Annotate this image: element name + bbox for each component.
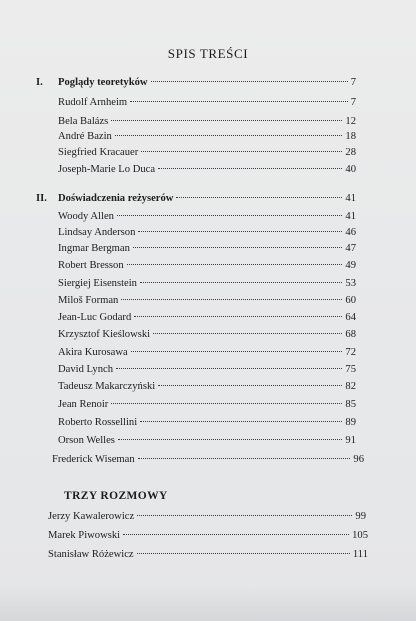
- toc-entry: [58, 328, 356, 342]
- dot-leader: [134, 316, 342, 317]
- dot-leader: [111, 120, 342, 121]
- entry-title: Orson Welles: [58, 435, 115, 446]
- part-number: II.: [36, 193, 47, 204]
- part-number: I.: [36, 77, 43, 88]
- page-number: 41: [345, 211, 356, 222]
- entry-title: Jean-Luc Godard: [58, 312, 132, 323]
- part-title: Poglądy teoretyków: [58, 77, 148, 88]
- toc-entry: [58, 210, 356, 224]
- page-number: 28: [345, 147, 356, 158]
- dot-leader: [140, 421, 342, 422]
- dot-leader: [127, 264, 343, 265]
- dot-leader: [158, 385, 342, 386]
- entry-title: André Bazin: [58, 131, 112, 142]
- entry-title: Robert Bresson: [58, 260, 124, 271]
- dot-leader: [111, 403, 342, 404]
- toc-entry: [58, 242, 356, 256]
- page-number: 82: [345, 381, 356, 392]
- entry-title: Ingmar Bergman: [58, 243, 130, 254]
- entry-title: Jean Renoir: [58, 399, 109, 410]
- dot-leader: [158, 168, 342, 169]
- entry-title: Miloš Forman: [58, 295, 119, 306]
- dot-leader: [137, 515, 352, 516]
- section-heading: TRZY ROZMOWY: [64, 490, 168, 502]
- toc-entry: [48, 548, 368, 562]
- dot-leader: [138, 458, 351, 459]
- page-number: 41: [345, 193, 356, 204]
- entry-title: Siegfried Kracauer: [58, 147, 139, 158]
- dot-leader: [130, 101, 348, 102]
- dot-leader: [137, 553, 350, 554]
- toc-entry: [58, 163, 356, 177]
- page-number: 18: [345, 131, 356, 142]
- toc-entry: [58, 363, 356, 377]
- entry-title: Akira Kurosawa: [58, 347, 128, 358]
- toc-entry: [58, 277, 356, 291]
- toc-entry: [58, 346, 356, 360]
- page-number: 46: [345, 227, 356, 238]
- toc-entry: [58, 130, 356, 144]
- page-number: 53: [345, 278, 356, 289]
- page-title: SPIS TREŚCI: [167, 46, 249, 61]
- toc-entry: [58, 380, 356, 394]
- page-number: 49: [345, 260, 356, 271]
- entry-title: Bela Balázs: [58, 116, 109, 127]
- entry-title: Marek Piwowski: [48, 530, 121, 541]
- dot-leader: [153, 333, 342, 334]
- entry-title: Frederick Wiseman: [52, 454, 135, 465]
- toc-entry: [58, 96, 356, 110]
- page-number: 111: [352, 549, 368, 560]
- toc-part-1: [36, 76, 356, 90]
- toc-entry: [58, 294, 356, 308]
- page-number: 85: [345, 399, 356, 410]
- page-number: 7: [350, 97, 356, 108]
- page-number: 7: [350, 77, 356, 88]
- toc-entry: [58, 398, 356, 412]
- page-number: 99: [355, 511, 366, 522]
- page-number: 72: [345, 347, 356, 358]
- dot-leader: [176, 197, 342, 198]
- page-number: 12: [345, 116, 356, 127]
- page-shadow: [0, 585, 416, 621]
- page-number: 68: [345, 329, 356, 340]
- toc-entry: [52, 453, 364, 467]
- entry-title: Jerzy Kawalerowicz: [48, 511, 135, 522]
- part-title: Doświadczenia reżyserów: [58, 193, 174, 204]
- toc-entry: [48, 510, 366, 524]
- page-number: 96: [353, 454, 364, 465]
- page-number: 64: [345, 312, 356, 323]
- dot-leader: [117, 215, 342, 216]
- toc-entry: [58, 311, 356, 325]
- dot-leader: [133, 247, 343, 248]
- entry-title: Rudolf Arnheim: [58, 97, 128, 108]
- dot-leader: [138, 231, 342, 232]
- page-number: 40: [345, 164, 356, 175]
- entry-title: Siergiej Eisenstein: [58, 278, 137, 289]
- toc-entry: [58, 416, 356, 430]
- page-number: 89: [345, 417, 356, 428]
- entry-title: Roberto Rossellini: [58, 417, 138, 428]
- dot-leader: [116, 368, 342, 369]
- toc-entry: [58, 226, 356, 240]
- entry-title: Tadeusz Makarczyński: [58, 381, 156, 392]
- dot-leader: [121, 299, 342, 300]
- dot-leader: [115, 135, 343, 136]
- dot-leader: [151, 81, 348, 82]
- dot-leader: [140, 282, 342, 283]
- toc-part-2: [36, 192, 356, 206]
- entry-title: Joseph-Marie Lo Duca: [58, 164, 156, 175]
- entry-title: Lindsay Anderson: [58, 227, 136, 238]
- toc-entry: [58, 146, 356, 160]
- entry-title: Stanisław Różewicz: [48, 549, 134, 560]
- dot-leader: [131, 351, 343, 352]
- entry-title: David Lynch: [58, 364, 114, 375]
- page-number: 91: [345, 435, 356, 446]
- page-number: 105: [352, 530, 368, 541]
- toc-entry: [48, 529, 368, 543]
- entry-title: Krzysztof Kieślowski: [58, 329, 151, 340]
- dot-leader: [118, 439, 342, 440]
- entry-title: Woody Allen: [58, 211, 114, 222]
- page-number: 47: [345, 243, 356, 254]
- dot-leader: [141, 151, 342, 152]
- toc-entry: [58, 115, 356, 129]
- page-number: 75: [345, 364, 356, 375]
- dot-leader: [123, 534, 349, 535]
- toc-entry: [58, 259, 356, 273]
- toc-entry: [58, 434, 356, 448]
- page-number: 60: [345, 295, 356, 306]
